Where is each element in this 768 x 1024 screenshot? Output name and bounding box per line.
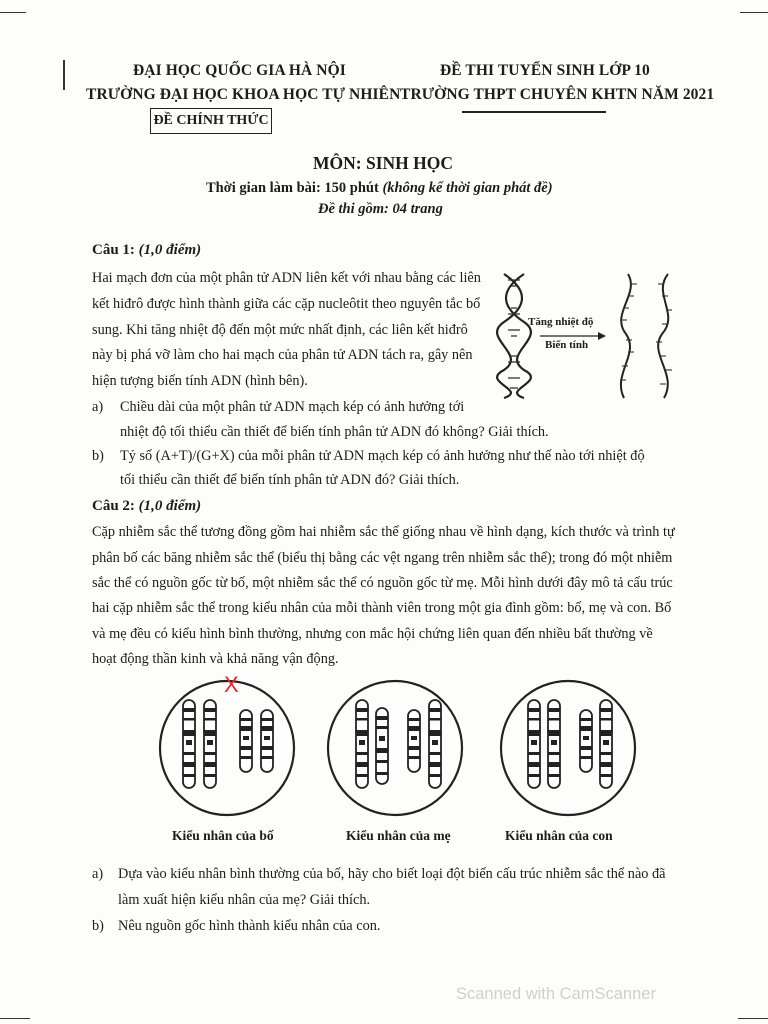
question-1-line: sung. Khi tăng nhiệt độ đến một mức nhất định, các liên kết hiđrô [92,322,468,338]
header-exam-title: ĐỀ THI TUYỂN SINH LỚP 10 [440,62,650,79]
father-karyotype-icon [160,681,294,815]
question-2-part-a-line: Dựa vào kiểu nhân bình thường của bố, hãy cho biết loại đột biến cấu trúc nhiễm sắc thể nào đã [118,866,666,882]
question-1-line: này bị phá vỡ làm cho hai mạch của phân tử ADN tách ra, gây nên [92,347,473,363]
question-2-points: (1,0 điểm) [138,498,202,514]
official-exam-badge: ĐỀ CHÍNH THỨC [150,108,272,134]
question-1-part-a-line: Chiều dài của một phân tử ADN mạch kép có ảnh hưởng tới [120,399,465,415]
figure-label-heating: Tăng nhiệt độ [528,316,594,328]
question-2-part-b-marker: b) [92,918,104,934]
mother-karyotype-icon [328,681,462,815]
question-2-line: Cặp nhiễm sắc thể tương đồng gồm hai nhiễm sắc thể giống nhau về hình dạng, kích thước và trình tự [92,524,675,540]
exam-duration-note: (không kể thời gian phát đề) [382,180,553,196]
question-2-part-a-line: làm xuất hiện kiểu nhân của mẹ? Giải thích. [118,892,371,908]
question-2-line: hai cặp nhiễm sắc thể trong kiểu nhân của mỗi thành viên trong một gia đình gồm: bố, mẹ và con. Bố [92,600,672,616]
question-1-part-b-marker: b) [92,448,104,464]
caption-mother-karyotype: Kiểu nhân của mẹ [346,828,451,843]
child-karyotype-icon [501,681,635,815]
question-2-line: và mẹ đều có kiểu hình bình thường, nhưng con mắc hội chứng liên quan đến nhiều bất thường về [92,626,653,642]
caption-father-karyotype: Kiểu nhân của bố [172,828,274,843]
question-1-part-a-marker: a) [92,399,104,415]
question-1-line: hiện tượng biến tính ADN (hình bên). [92,373,308,389]
header-university: ĐẠI HỌC QUỐC GIA HÀ NỘI [133,62,346,79]
subject-title: MÔN: SINH HỌC [313,153,453,173]
question-1-part-a-line: nhiệt độ tối thiểu cần thiết để biến tính phân tử ADN đó không? Giải thích. [120,424,549,440]
question-1-line: kết hiđrô được hình thành giữa các cặp nucleôtit theo nguyên tắc bổ [92,296,481,312]
question-2-line: hoạt động thần kinh và khả năng vận động. [92,651,339,667]
question-2-part-a-marker: a) [92,866,104,882]
question-1-part-b-line: Tỷ số (A+T)/(G+X) của mỗi phân tử ADN mạch kép có ảnh hưởng như thế nào tới nhiệt độ [120,448,645,464]
question-1-part-b-line: tối thiểu cần thiết để biến tính phân tử ADN đó? Giải thích. [120,472,460,488]
question-2-label: Câu 2: [92,498,139,514]
red-x-mark: X [224,672,239,697]
question-1-points: (1,0 điểm) [138,242,202,258]
question-2-line: phân bố các băng nhiễm sắc thể (biểu thị bằng các vệt ngang trên nhiễm sắc thể); trong đó một nhiễm [92,550,673,566]
header-faculty: TRƯỜNG ĐẠI HỌC KHOA HỌC TỰ NHIÊN [86,86,401,103]
question-1-line: Hai mạch đơn của một phân tử ADN liên kết với nhau bằng các liên [92,270,481,286]
question-2-line: sắc thể có nguồn gốc từ bố, một nhiễm sắc thể có nguồn gốc từ mẹ. Mỗi hình dưới đây mô tả cấu trúc [92,575,673,591]
exam-page-count-text: Đề thi gồm: 04 trang [318,201,443,217]
scanner-watermark: Scanned with CamScanner [456,985,656,1003]
question-1-label: Câu 1: [92,242,139,258]
caption-child-karyotype: Kiểu nhân của con [505,828,613,843]
header-school: TRƯỜNG THPT CHUYÊN KHTN NĂM 2021 [400,86,715,103]
question-2-part-b-line: Nêu nguồn gốc hình thành kiểu nhân của con. [118,918,381,934]
exam-duration-text: Thời gian làm bài: 150 phút [206,180,383,196]
figure-label-denature: Biến tính [545,339,589,351]
